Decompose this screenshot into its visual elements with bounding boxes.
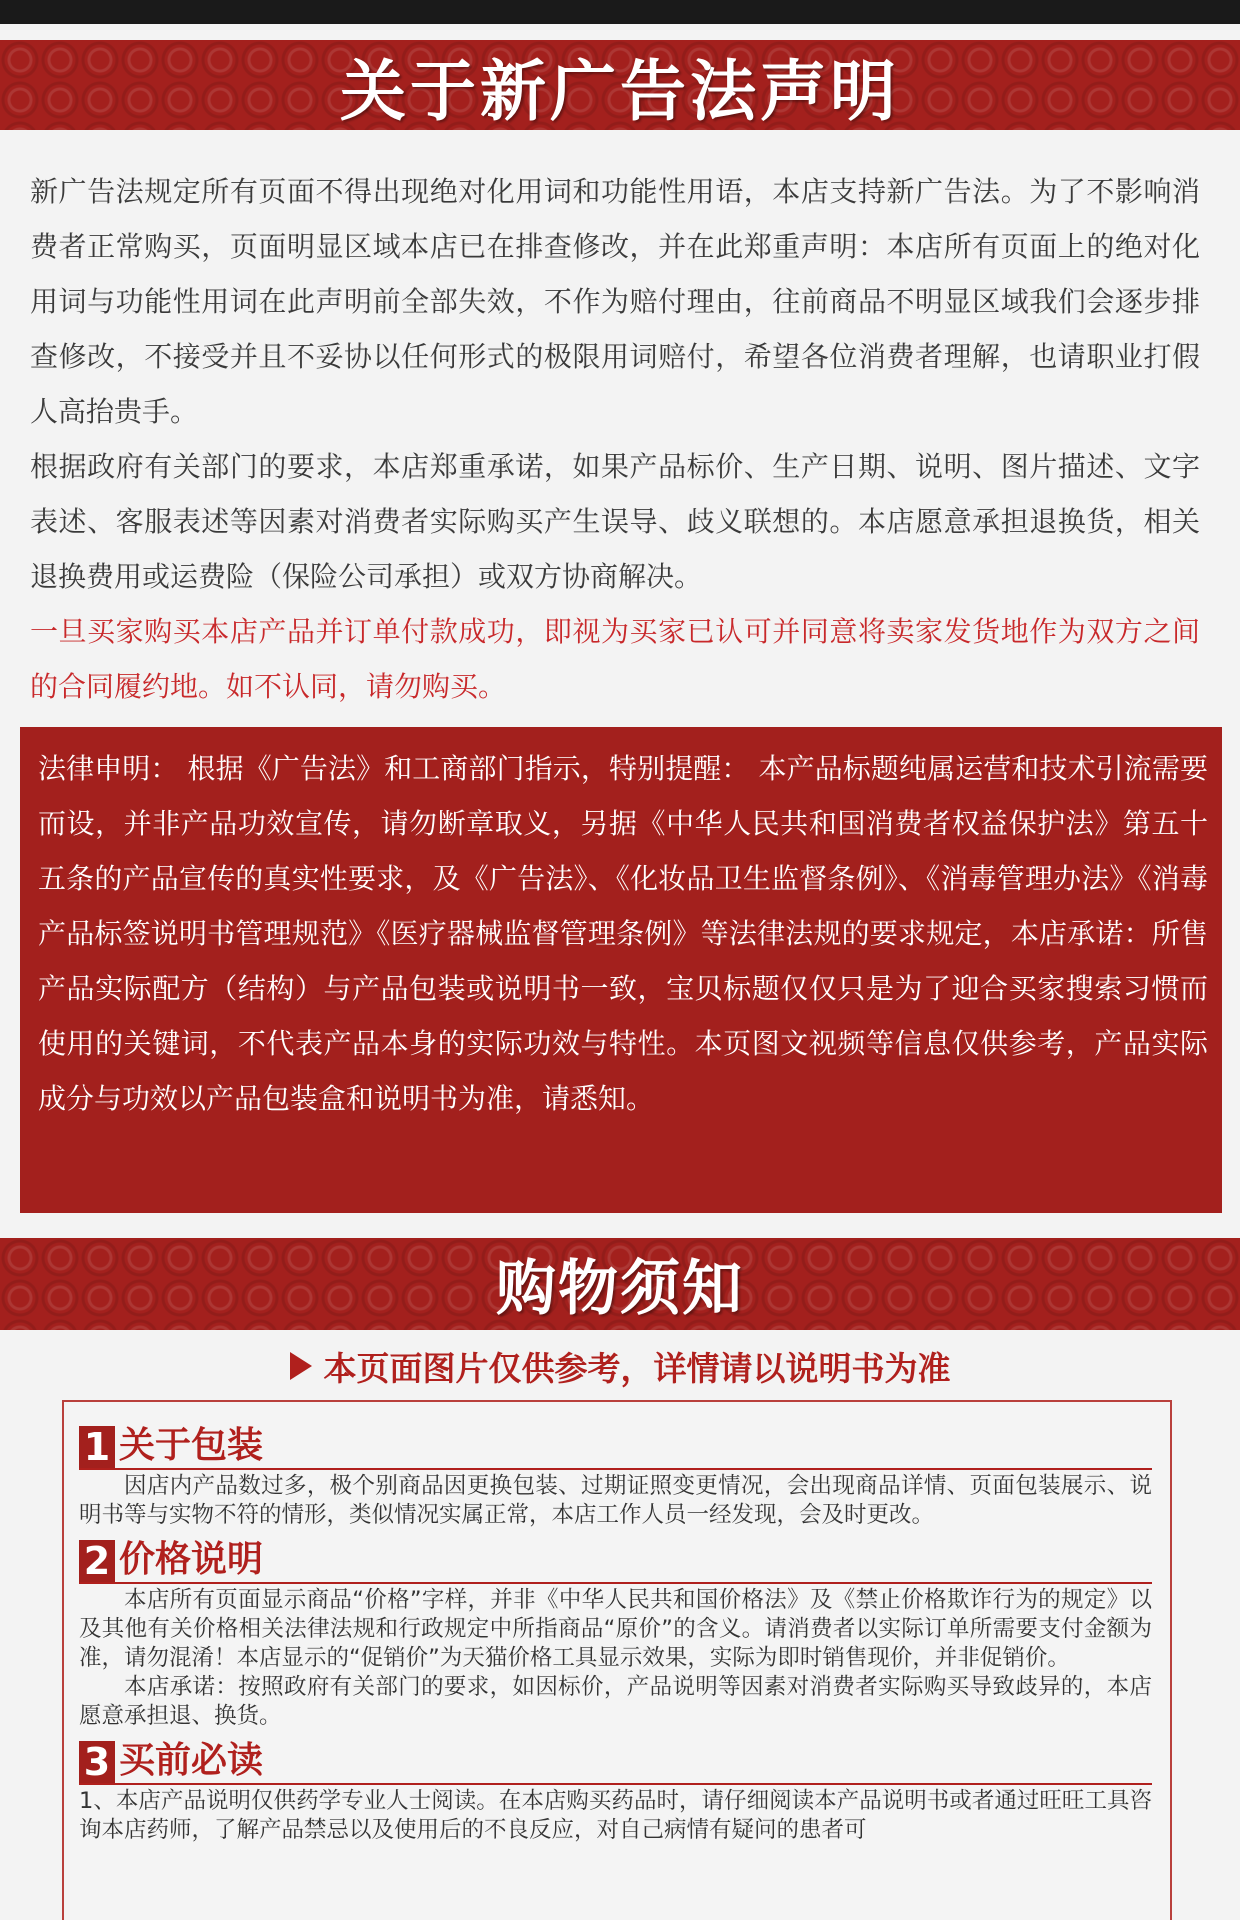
section-price [79, 1538, 1152, 1731]
intro-paragraph-1: 新广告法规定所有页面不得出现绝对化用词和功能性用语，本店支持新广告法。为了不影响消费者正常购买，页面明显区域本店已在排查修改，并在此郑重声明：本店所有页面上的绝对化用词与功能性用词在此声明前全部失效，不作为赔付理由，往前商品不明显区域我们会逐步排查修改，不接受并且不妥协以任何形式的极限用词赔付，希望各位消费者理解，也请职业打假人高抬贵手。 [30, 175, 1200, 428]
section-paragraph: 1、本店产品说明仅供药学专业人士阅读。在本店购买药品时，请仔细阅读本产品说明书或者通过旺旺工具咨询本店药师，了解产品禁忌以及使用后的不良反应，对自己病情有疑问的患者可 [79, 1788, 1152, 1843]
intro-text [30, 164, 1200, 714]
notice-line [0, 1340, 1240, 1392]
section-title: 买前必读 [119, 1740, 264, 1781]
shopping-title: 购物须知 [496, 1254, 744, 1324]
legal-statement-box [20, 727, 1222, 1213]
section-number: 1 [79, 1426, 115, 1468]
statement-banner [0, 40, 1240, 130]
section-paragraph: 本店承诺：按照政府有关部门的要求，如因标价，产品说明等因素对消费者实际购买导致歧异的，本店愿意承担退、换货。 [79, 1674, 1152, 1729]
section-header [79, 1538, 1152, 1584]
play-arrow-icon [290, 1352, 312, 1380]
shopping-banner [0, 1238, 1240, 1330]
legal-statement-text: 法律申明： 根据《广告法》和工商部门指示，特别提醒： 本产品标题纯属运营和技术引流需要而设，并非产品功效宣传，请勿断章取义，另据《中华人民共和国消费者权益保护法》第五十五条的产品宣传的真实性要求，及《广告法》、《化妆品卫生监督条例》、《消毒管理办法》《消毒产品标签说明书管理规范》《医疗器械监督管理条例》等法律法规的要求规定，本店承诺：所售产品实际配方（结构）与产品包装或说明书一致，宝贝标题仅仅只是为了迎合买家搜索习惯而使用的关键词，不代表产品本身的实际功效与特性。本页图文视频等信息仅供参考，产品实际成分与功效以产品包装盒和说明书为准，请悉知。 [38, 752, 1208, 1115]
section-paragraph: 本店所有页面显示商品“价格”字样，并非《中华人民共和国价格法》及《禁止价格欺诈行为的规定》以及其他有关价格相关法律法规和行政规定中所指商品“原价”的含义。请消费者以实际订单所需要支付金额为准，请勿混淆！本店显示的“促销价”为天猫价格工具显示效果，实际为即时销售现价，并非促销价。 [79, 1587, 1152, 1671]
section-title: 价格说明 [119, 1539, 264, 1580]
section-header [79, 1424, 1152, 1470]
section-before-purchase [79, 1739, 1152, 1845]
section-number: 2 [79, 1540, 115, 1582]
top-strip [0, 0, 1240, 24]
section-paragraph: 因店内产品数过多，极个别商品因更换包装、过期证照变更情况，会出现商品详情、页面包装展示、说明书等与实物不符的情形，类似情况实属正常，本店工作人员一经发现，会及时更改。 [79, 1473, 1152, 1528]
shopping-notice-box [62, 1400, 1172, 1920]
intro-paragraph-3: 一旦买家购买本店产品并订单付款成功，即视为买家已认可并同意将卖家发货地作为双方之间的合同履约地。如不认同，请勿购买。 [30, 615, 1200, 703]
section-header [79, 1739, 1152, 1785]
notice-text: 本页面图片仅供参考，详情请以说明书为准 [323, 1348, 951, 1388]
intro-paragraph-2: 根据政府有关部门的要求，本店郑重承诺，如果产品标价、生产日期、说明、图片描述、文字表述、客服表述等因素对消费者实际购买产生误导、歧义联想的。本店愿意承担退换货，相关退换费用或运费险（保险公司承担）或双方协商解决。 [30, 450, 1200, 593]
statement-title: 关于新广告法声明 [340, 52, 900, 130]
section-packaging [79, 1424, 1152, 1530]
section-title: 关于包装 [119, 1425, 264, 1466]
section-number: 3 [79, 1741, 115, 1783]
